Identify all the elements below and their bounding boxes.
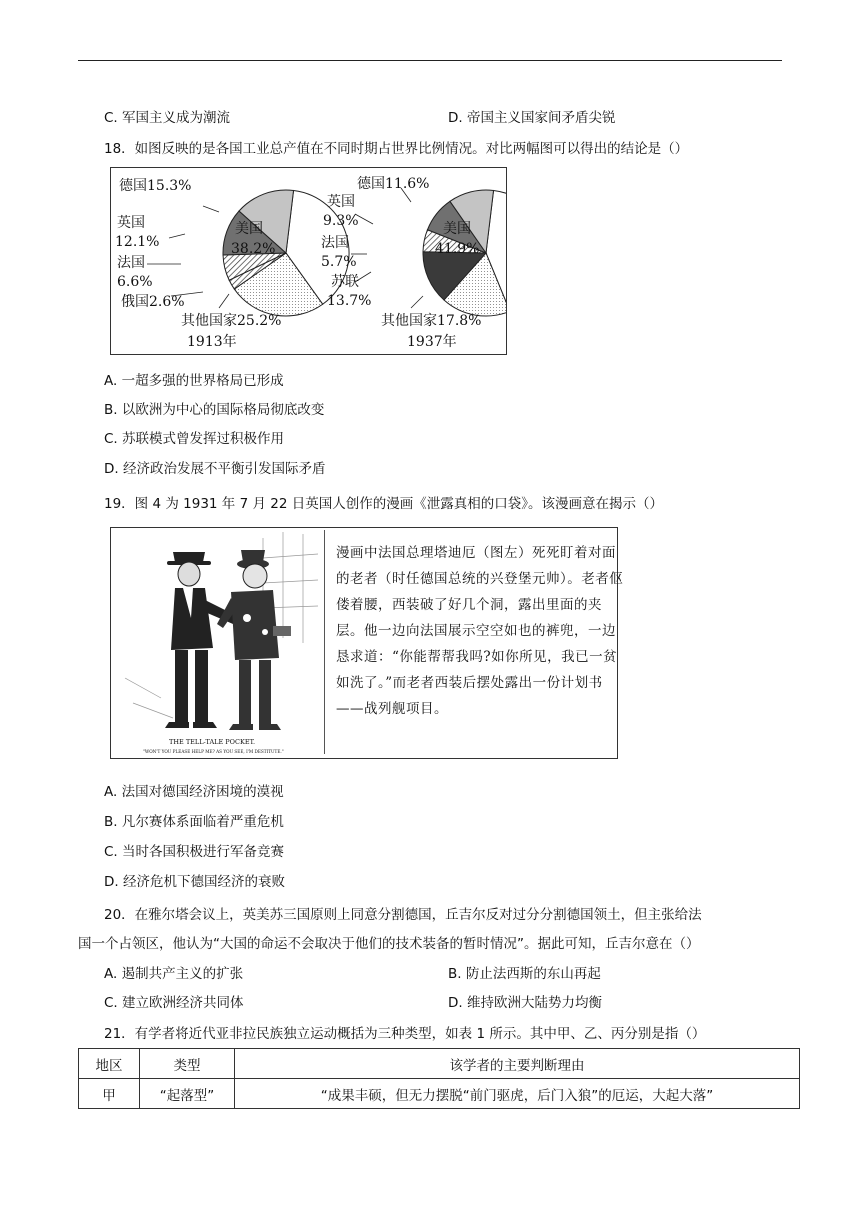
label-1913-uk-name: 英国 <box>117 215 145 231</box>
label-1937-ussr-value: 13.7% <box>327 293 372 309</box>
q19-option-b: B. 凡尔赛体系面临着严重危机 <box>104 814 284 830</box>
q21-table <box>78 1048 800 1109</box>
cartoon-illustration <box>113 528 327 756</box>
label-1937-uk-name: 英国 <box>327 194 355 210</box>
cartoon-caption: THE TELL-TALE POCKET. <box>169 738 256 746</box>
q20-stem-line1: 20．在雅尔塔会议上，英美苏三国原则上同意分割德国，丘吉尔反对过分分割德国领土，但主张给法 <box>104 907 702 923</box>
label-1913-others: 其他国家25.2% <box>181 313 282 329</box>
q20-option-a: A. 遏制共产主义的扩张 <box>104 966 244 982</box>
label-1937-germany: 德国11.6% <box>357 176 430 192</box>
q21-stem: 21．有学者将近代亚非拉民族独立运动概括为三种类型，如表 1 所示。其中甲、乙、丙分别是指（） <box>104 1026 706 1042</box>
q18-option-a: A. 一超多强的世界格局已形成 <box>104 373 284 389</box>
title-1937: 1937年 <box>407 334 457 350</box>
table-header-type: 类型 <box>140 1049 235 1079</box>
table-header-reason: 该学者的主要判断理由 <box>235 1049 800 1079</box>
q18-option-b: B. 以欧洲为中心的国际格局彻底改变 <box>104 402 325 418</box>
label-1937-others: 其他国家17.8% <box>381 313 482 329</box>
q20-stem-line2: 国一个占领区，他认为“大国的命运不会取决于他们的技术装备的暂时情况”。据此可知，丘吉尔意在（） <box>78 936 700 952</box>
label-1913-france-name: 法国 <box>117 255 145 271</box>
q19-option-a: A. 法国对德国经济困境的漠视 <box>104 784 284 800</box>
label-1937-ussr-name: 苏联 <box>331 274 359 290</box>
q17-option-d: D. 帝国主义国家间矛盾尖锐 <box>448 110 616 126</box>
q18-stem: 18．如图反映的是各国工业总产值在不同时期占世界比例情况。对比两幅图可以得出的结论是（） <box>104 141 689 157</box>
table-cell-reason: “成果丰硕，但无力摆脱“前门驱虎，后门入狼”的厄运，大起大落” <box>235 1079 800 1109</box>
q17-option-c: C. 军国主义成为潮流 <box>104 110 231 126</box>
cartoon-divider <box>324 530 325 754</box>
q18-option-d: D. 经济政治发展不平衡引发国际矛盾 <box>104 461 326 477</box>
q18-option-c: C. 苏联模式曾发挥过积极作用 <box>104 431 285 447</box>
label-1937-france-name: 法国 <box>321 235 349 251</box>
label-1937-uk-value: 9.3% <box>323 213 359 229</box>
label-1913-france-value: 6.6% <box>117 274 153 290</box>
q19-stem: 19．图 4 为 1931 年 7 月 22 日英国人创作的漫画《泄露真相的口袋》。该漫画意在揭示（） <box>104 496 663 512</box>
cartoon-description: 漫画中法国总理塔迪厄（图左）死死盯着对面的老者（时任德国总统的兴登堡元帅）。老者伛偻着腰，西装破了好几个洞，露出里面的夹层。他一边向法国展示空空如也的裤兜，一边恳求道：“你能帮帮我吗?如你所见，我已一贫如洗了。”而老者西装后摆处露出一份计划书——战列舰项目。 <box>336 545 624 717</box>
table-header-row <box>79 1049 800 1079</box>
table-header-region: 地区 <box>79 1049 140 1079</box>
table-cell-region: 甲 <box>79 1079 140 1109</box>
table-cell-type: “起落型” <box>140 1079 235 1109</box>
label-1913-usa-name: 美国 <box>235 221 263 237</box>
title-1913: 1913年 <box>187 334 237 350</box>
table-row <box>79 1079 800 1109</box>
label-1913-russia: 俄国2.6% <box>121 294 185 310</box>
label-1913-uk-value: 12.1% <box>115 234 160 250</box>
q20-option-c: C. 建立欧洲经济共同体 <box>104 995 244 1011</box>
q19-option-c: C. 当时各国积极进行军备竞赛 <box>104 844 285 860</box>
q18-figure <box>110 167 507 355</box>
cartoon-subcaption: "WON'T YOU PLEASE HELP ME? AS YOU SEE, I'M DESTITUTE." <box>143 749 284 754</box>
label-1913-germany: 德国15.3% <box>119 178 192 194</box>
q19-option-d: D. 经济危机下德国经济的衰败 <box>104 874 285 890</box>
label-1937-usa-name: 美国 <box>443 221 471 237</box>
q20-option-d: D. 维持欧洲大陆势力均衡 <box>448 995 602 1011</box>
pie-charts <box>111 168 506 354</box>
label-1937-france-value: 5.7% <box>321 254 357 270</box>
q20-option-b: B. 防止法西斯的东山再起 <box>448 966 601 982</box>
label-1913-usa-value: 38.2% <box>231 241 276 257</box>
header-rule <box>78 60 782 61</box>
label-1937-usa-value: 41.9% <box>435 241 480 257</box>
